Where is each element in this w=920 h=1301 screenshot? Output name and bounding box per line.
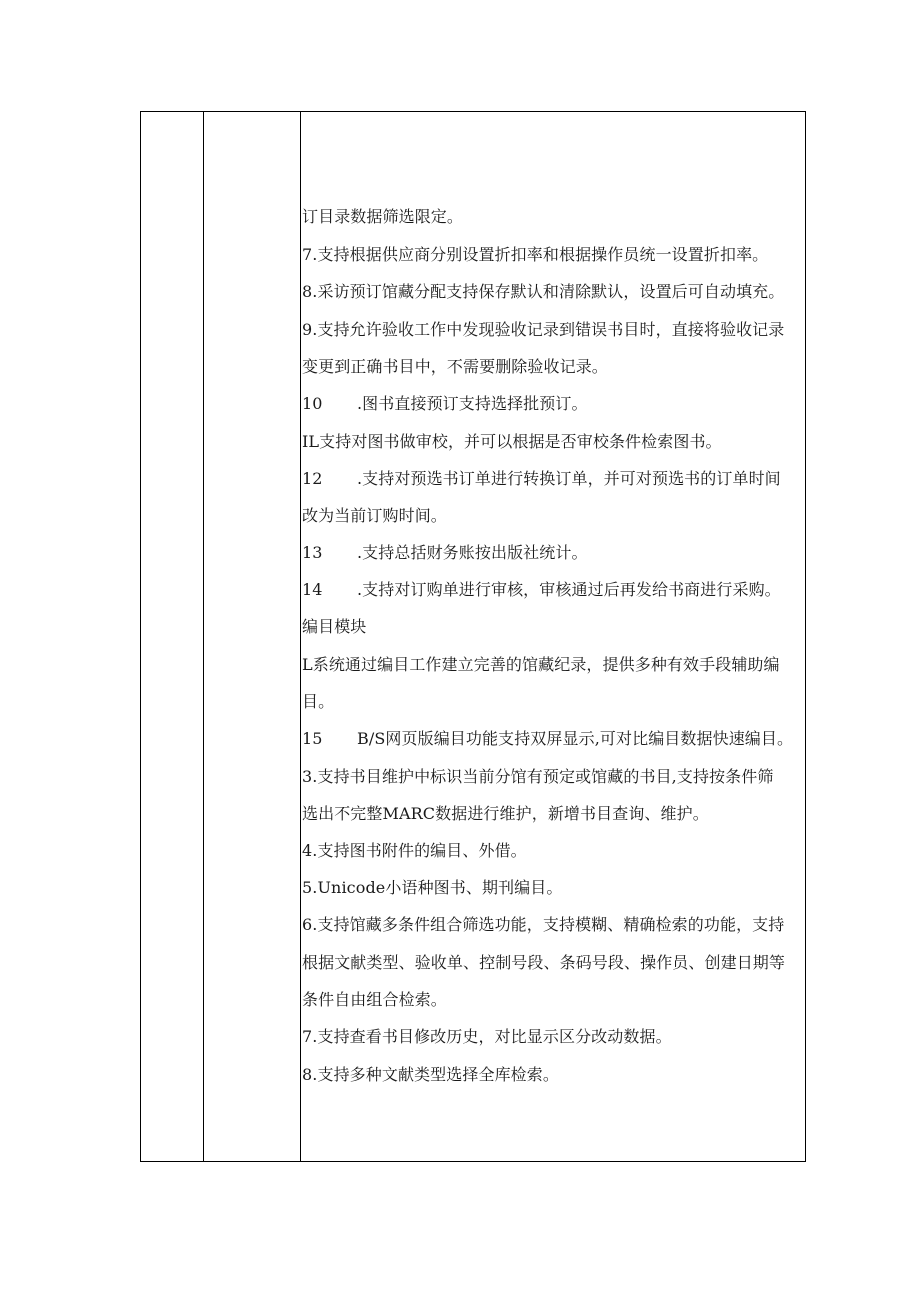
line-text: 6.支持馆藏多条件组合筛选功能，支持模糊、精确检索的功能，支持 bbox=[302, 915, 785, 934]
line-text: 4.支持图书附件的编目、外借。 bbox=[302, 841, 527, 860]
text-line bbox=[302, 649, 805, 681]
line-text: 8.支持多种文献类型选择全库检索。 bbox=[302, 1065, 559, 1084]
line-text: 目。 bbox=[302, 692, 335, 711]
line-text: 5.Unicode小语种图书、期刊编目。 bbox=[302, 878, 563, 897]
line-text: 根据文献类型、验收单、控制号段、条码号段、操作员、创建日期等 bbox=[302, 953, 786, 972]
text-line bbox=[302, 276, 805, 308]
text-line bbox=[302, 947, 805, 979]
column-divider bbox=[203, 112, 204, 1161]
text-line bbox=[302, 574, 805, 606]
text-line bbox=[302, 1021, 805, 1053]
line-text: B/S网页版编目功能支持双屏显示,可对比编目数据快速编目。 bbox=[357, 729, 794, 748]
line-text: 3.支持书目维护中标识当前分馆有预定或馆藏的书目,支持按条件筛 bbox=[302, 767, 774, 786]
text-line bbox=[302, 500, 805, 532]
text-line bbox=[302, 314, 805, 346]
line-text: 条件自由组合检索。 bbox=[302, 990, 447, 1009]
item-number: 14 bbox=[302, 580, 323, 599]
line-text: 选出不完整MARC数据进行维护，新增书目查询、维护。 bbox=[302, 804, 709, 823]
text-line bbox=[302, 686, 805, 718]
text-line bbox=[302, 723, 805, 755]
requirements-cell bbox=[302, 112, 805, 1161]
text-line bbox=[302, 426, 805, 458]
line-text: 8.采访预订馆藏分配支持保存默认和清除默认，设置后可自动填充。 bbox=[302, 282, 785, 301]
text-line bbox=[302, 872, 805, 904]
line-text: 订目录数据筛选限定。 bbox=[302, 207, 464, 226]
text-line bbox=[302, 984, 805, 1016]
text-line bbox=[302, 909, 805, 941]
line-text: 9.支持允许验收工作中发现验收记录到错误书目时，直接将验收记录 bbox=[302, 320, 785, 339]
item-number: 10 bbox=[302, 394, 323, 413]
line-text: .支持对预选书订单进行转换订单，并可对预选书的订单时间 bbox=[357, 469, 781, 488]
text-line bbox=[302, 351, 805, 383]
item-number: 15 bbox=[302, 729, 323, 748]
line-text: 7.支持查看书目修改历史，对比显示区分改动数据。 bbox=[302, 1027, 672, 1046]
line-text: .图书直接预订支持选择批预订。 bbox=[357, 394, 588, 413]
item-number: 12 bbox=[302, 469, 323, 488]
line-text: IL支持对图书做审校，并可以根据是否审校条件检索图书。 bbox=[302, 432, 722, 451]
text-line bbox=[302, 239, 805, 271]
text-line bbox=[302, 1059, 805, 1091]
line-text: .支持总括财务账按出版社统计。 bbox=[357, 543, 588, 562]
text-line bbox=[302, 761, 805, 793]
requirements-table bbox=[140, 111, 806, 1162]
line-text: 7.支持根据供应商分别设置折扣率和根据操作员统一设置折扣率。 bbox=[302, 245, 769, 264]
line-text: L系统通过编目工作建立完善的馆藏纪录，提供多种有效手段辅助编 bbox=[302, 655, 780, 674]
line-text: 变更到正确书目中，不需要删除验收记录。 bbox=[302, 357, 608, 376]
text-line bbox=[302, 537, 805, 569]
text-line bbox=[302, 835, 805, 867]
column-divider bbox=[300, 112, 301, 1161]
section-heading bbox=[302, 611, 805, 643]
text-line bbox=[302, 798, 805, 830]
text-line bbox=[302, 201, 805, 233]
line-text: 编目模块 bbox=[302, 617, 367, 636]
item-number: 13 bbox=[302, 543, 323, 562]
text-line bbox=[302, 388, 805, 420]
line-text: .支持对订购单进行审核，审核通过后再发给书商进行采购。 bbox=[357, 580, 781, 599]
line-text: 改为当前订购时间。 bbox=[302, 506, 447, 525]
text-line bbox=[302, 463, 805, 495]
